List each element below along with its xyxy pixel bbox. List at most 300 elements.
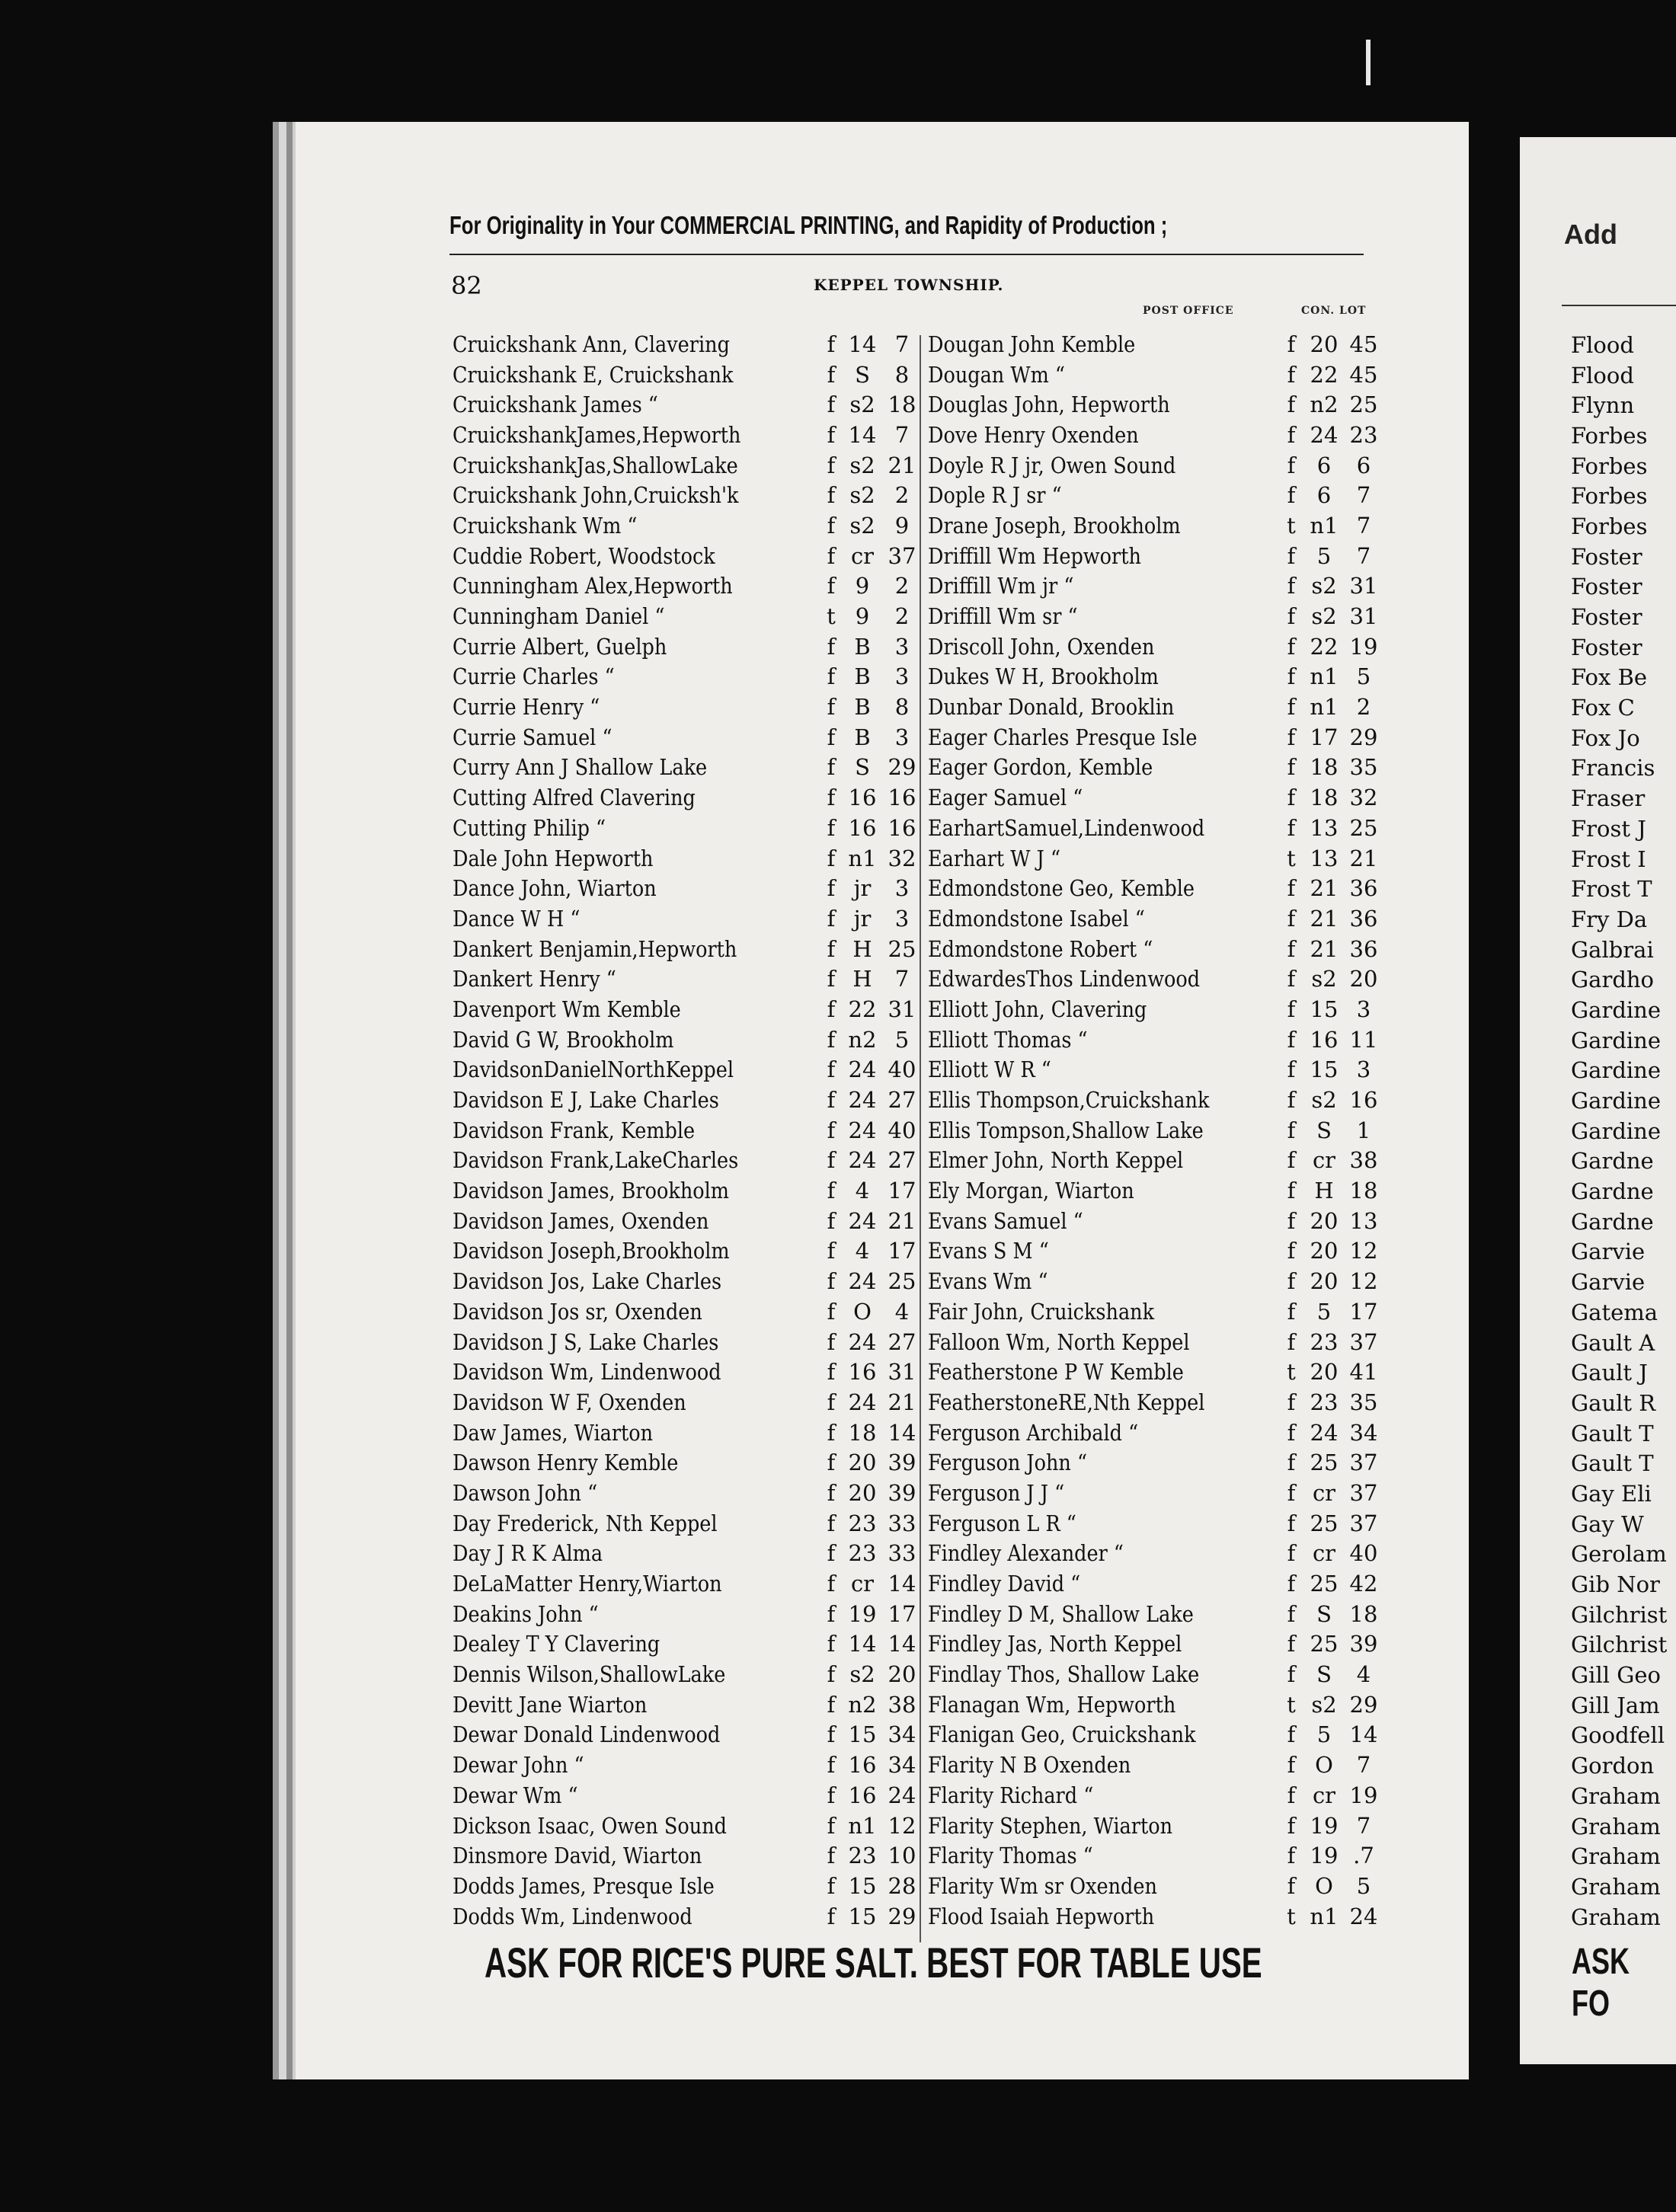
entry-name: Dukes W H, Brookholm xyxy=(928,663,1159,690)
entry-lot: 28 xyxy=(888,1872,916,1899)
entry-concession: 24 xyxy=(848,1207,877,1234)
entry-concession: 23 xyxy=(1310,1328,1339,1355)
entry-class: f xyxy=(827,1752,836,1779)
entry-class: f xyxy=(827,512,836,539)
opposite-entry-fragment: Frost I xyxy=(1571,845,1646,872)
entry-name: Dankert Benjamin,Hepworth xyxy=(453,935,737,962)
entry-class: f xyxy=(827,1691,836,1718)
entry-concession: 24 xyxy=(1310,421,1339,448)
entry-concession: 24 xyxy=(848,1147,877,1174)
entry-concession: 22 xyxy=(848,996,877,1022)
entry-class: f xyxy=(1287,1510,1296,1536)
entry-class: f xyxy=(827,1056,836,1083)
opposite-entry-fragment: Gault R xyxy=(1571,1389,1656,1416)
entry-lot: 4 xyxy=(1356,1661,1371,1688)
entry-name: Dewar Donald Lindenwood xyxy=(453,1721,721,1748)
entry-lot: 17 xyxy=(888,1600,916,1627)
entry-lot: 40 xyxy=(888,1056,916,1083)
entry-name: Devitt Jane Wiarton xyxy=(453,1691,648,1718)
opposite-entry-fragment: Foster xyxy=(1571,574,1642,600)
entry-lot: 8 xyxy=(894,694,910,721)
entry-concession: s2 xyxy=(849,1661,875,1688)
entry-class: f xyxy=(827,1328,836,1355)
entry-concession: s2 xyxy=(849,482,875,509)
directory-entry xyxy=(928,722,1393,753)
entry-class: f xyxy=(827,1147,836,1174)
directory-entry xyxy=(928,964,1393,994)
opposite-entry-fragment: Gardne xyxy=(1571,1148,1654,1175)
entry-concession: 15 xyxy=(848,1872,877,1899)
entry-concession: s2 xyxy=(849,452,875,478)
entry-lot: 4 xyxy=(894,1298,910,1325)
entry-name: Flanigan Geo, Cruickshank xyxy=(928,1721,1196,1748)
entry-name: Davenport Wm Kemble xyxy=(453,996,681,1022)
entry-concession: s2 xyxy=(1311,603,1337,630)
entry-lot: 21 xyxy=(888,1389,916,1415)
entry-class: f xyxy=(827,724,836,750)
entry-class: f xyxy=(827,1298,836,1325)
directory-entry xyxy=(928,1206,1393,1236)
entry-concession: cr xyxy=(850,1571,875,1597)
entry-concession: 25 xyxy=(1310,1631,1339,1657)
entry-name: Elmer John, North Keppel xyxy=(928,1147,1184,1174)
entry-concession: s2 xyxy=(1311,1691,1337,1718)
entry-concession: 25 xyxy=(1310,1510,1339,1536)
entry-concession: cr xyxy=(850,542,875,569)
entry-name: Doyle R J jr, Owen Sound xyxy=(928,452,1176,478)
entry-lot: 24 xyxy=(1349,1903,1378,1929)
entry-class: f xyxy=(1287,905,1296,932)
entry-class: t xyxy=(1287,512,1296,539)
entry-class: f xyxy=(827,1721,836,1748)
entry-name: Edmondstone Geo, Kemble xyxy=(928,875,1195,902)
entry-lot: 36 xyxy=(1349,935,1378,962)
entry-concession: n2 xyxy=(848,1691,877,1718)
entry-name: Dodds Wm, Lindenwood xyxy=(453,1903,692,1929)
entry-lot: 40 xyxy=(888,1117,916,1143)
entry-concession: 21 xyxy=(1310,935,1339,962)
entry-lot: 17 xyxy=(1349,1298,1378,1325)
entry-class: f xyxy=(1287,1872,1296,1899)
entry-concession: 13 xyxy=(1310,814,1339,841)
entry-name: Day J R K Alma xyxy=(453,1540,603,1567)
entry-concession: O xyxy=(1315,1752,1333,1779)
directory-entry xyxy=(453,360,919,390)
entry-lot: 9 xyxy=(894,512,910,539)
entry-concession: cr xyxy=(1312,1147,1336,1174)
entry-class: f xyxy=(1287,1117,1296,1143)
entry-class: f xyxy=(1287,482,1296,509)
entry-lot: 27 xyxy=(888,1147,916,1174)
entry-concession: 16 xyxy=(848,814,877,841)
entry-lot: 12 xyxy=(1349,1238,1378,1264)
entry-lot: 5 xyxy=(1356,1872,1371,1899)
entry-class: f xyxy=(827,663,836,690)
entry-class: f xyxy=(1287,1450,1296,1476)
directory-entry xyxy=(453,1024,919,1055)
entry-lot: 14 xyxy=(888,1631,916,1657)
opposite-entry-fragment: Graham xyxy=(1571,1843,1661,1870)
entry-class: f xyxy=(827,754,836,781)
entry-class: f xyxy=(827,1903,836,1929)
entry-class: f xyxy=(1287,1661,1296,1688)
entry-lot: 14 xyxy=(888,1419,916,1446)
entry-class: f xyxy=(827,573,836,599)
entry-concession: n1 xyxy=(1310,1903,1339,1929)
entry-name: Dawson Henry Kemble xyxy=(453,1450,679,1476)
entry-name: Dewar Wm “ xyxy=(453,1782,578,1808)
entry-name: Flarity Thomas “ xyxy=(928,1843,1093,1869)
entry-name: Ferguson Archibald “ xyxy=(928,1419,1139,1446)
entry-concession: n1 xyxy=(1310,512,1339,539)
directory-entry xyxy=(453,1296,919,1327)
entry-concession: 16 xyxy=(848,1752,877,1779)
entry-lot: 7 xyxy=(1356,512,1371,539)
opposite-entry-fragment: Frost T xyxy=(1571,876,1652,903)
directory-entry xyxy=(928,782,1393,813)
entry-lot: 45 xyxy=(1349,361,1378,388)
entry-name: Dewar John “ xyxy=(453,1752,584,1779)
entry-class: f xyxy=(827,1540,836,1567)
entry-concession: B xyxy=(854,633,871,660)
entry-name: Davidson W F, Oxenden xyxy=(453,1389,686,1415)
entry-class: t xyxy=(1287,1359,1296,1386)
column-head-post-office: POST OFFICE xyxy=(1143,305,1234,317)
directory-entry xyxy=(928,1840,1393,1871)
directory-entry xyxy=(453,1539,919,1569)
entry-name: Davidson J S, Lake Charles xyxy=(453,1328,719,1355)
opposite-entry-fragment: Gardine xyxy=(1571,1057,1661,1084)
opposite-entry-fragment: Fox Be xyxy=(1571,664,1648,691)
entry-class: f xyxy=(1287,331,1296,357)
entry-concession: 19 xyxy=(1310,1843,1339,1869)
opposite-page-rule xyxy=(1562,305,1676,306)
entry-class: f xyxy=(827,1359,836,1386)
entry-name: EdwardesThos Lindenwood xyxy=(928,966,1201,993)
directory-entry xyxy=(928,1780,1393,1811)
entry-class: f xyxy=(827,542,836,569)
entry-class: f xyxy=(1287,996,1296,1022)
entry-class: f xyxy=(827,1812,836,1839)
directory-entry xyxy=(453,1115,919,1146)
entry-name: Curry Ann J Shallow Lake xyxy=(453,754,708,781)
entry-class: f xyxy=(1287,1178,1296,1204)
entry-name: Davidson James, Oxenden xyxy=(453,1207,709,1234)
directory-entry xyxy=(928,329,1393,360)
directory-entry xyxy=(453,1508,919,1539)
entry-concession: s2 xyxy=(849,392,875,418)
entry-lot: 7 xyxy=(1356,482,1371,509)
entry-name: Driffill Wm jr “ xyxy=(928,573,1074,599)
entry-class: f xyxy=(1287,966,1296,993)
directory-entry xyxy=(453,420,919,450)
entry-name: EarhartSamuel,Lindenwood xyxy=(928,814,1205,841)
directory-entry xyxy=(453,1146,919,1176)
entry-lot: 41 xyxy=(1349,1359,1378,1386)
opposite-entry-fragment: Galbrai xyxy=(1571,936,1654,963)
entry-class: f xyxy=(1287,875,1296,902)
entry-concession: 20 xyxy=(1310,1268,1339,1295)
entry-class: f xyxy=(1287,1721,1296,1748)
opposite-page-footer-fragment: ASK FO xyxy=(1572,1942,1630,2024)
entry-concession: 20 xyxy=(1310,1238,1339,1264)
entry-lot: 3 xyxy=(894,633,910,660)
entry-name: Driffill Wm sr “ xyxy=(928,603,1078,630)
entry-lot: 17 xyxy=(888,1238,916,1264)
entry-class: f xyxy=(1287,935,1296,962)
entry-name: Flarity Richard “ xyxy=(928,1782,1094,1808)
entry-concession: 13 xyxy=(1310,845,1339,871)
entry-class: f xyxy=(827,1117,836,1143)
entry-lot: 34 xyxy=(888,1721,916,1748)
entry-concession: 4 xyxy=(855,1238,870,1264)
entry-name: Ferguson J J “ xyxy=(928,1479,1065,1506)
entry-name: Davidson Frank, Kemble xyxy=(453,1117,696,1143)
entry-lot: 37 xyxy=(1349,1510,1378,1536)
directory-entry xyxy=(453,813,919,843)
entry-lot: 14 xyxy=(888,1571,916,1597)
entry-concession: 9 xyxy=(855,573,870,599)
opposite-entry-fragment: Fox Jo xyxy=(1571,724,1640,751)
entry-class: f xyxy=(827,935,836,962)
entry-name: Ellis Thompson,Cruickshank xyxy=(928,1087,1210,1114)
entry-concession: jr xyxy=(853,905,872,932)
directory-entry xyxy=(453,450,919,481)
entry-class: f xyxy=(1287,1812,1296,1839)
entry-name: CruickshankJas,ShallowLake xyxy=(453,452,738,478)
header-rule xyxy=(449,254,1364,255)
directory-entry xyxy=(928,753,1393,783)
entry-name: Elliott John, Clavering xyxy=(928,996,1147,1022)
directory-entry xyxy=(453,782,919,813)
entry-class: f xyxy=(1287,1328,1296,1355)
entry-concession: 15 xyxy=(848,1903,877,1929)
entry-class: f xyxy=(827,1419,836,1446)
opposite-entry-fragment: Gordon xyxy=(1571,1753,1655,1779)
opposite-entry-fragment: Gilchrist xyxy=(1571,1601,1668,1628)
entry-lot: 21 xyxy=(888,452,916,478)
directory-entry xyxy=(928,450,1393,481)
entry-concession: 15 xyxy=(848,1721,877,1748)
entry-name: Dance John, Wiarton xyxy=(453,875,657,902)
directory-entry xyxy=(453,722,919,753)
entry-lot: 7 xyxy=(894,421,910,448)
entry-class: f xyxy=(827,845,836,871)
entry-concession: 16 xyxy=(848,1782,877,1808)
entry-concession: 24 xyxy=(848,1087,877,1114)
directory-entry xyxy=(453,1568,919,1599)
entry-lot: 29 xyxy=(888,754,916,781)
entry-class: f xyxy=(1287,1419,1296,1446)
entry-name: Davidson Jos sr, Oxenden xyxy=(453,1298,702,1325)
opposite-entry-fragment: Forbes xyxy=(1571,452,1648,479)
directory-entry xyxy=(453,903,919,934)
entry-concession: cr xyxy=(1312,1782,1336,1808)
entry-name: Davidson E J, Lake Charles xyxy=(453,1087,719,1114)
entry-name: Flarity Stephen, Wiarton xyxy=(928,1812,1173,1839)
entry-lot: 38 xyxy=(888,1691,916,1718)
entry-concession: 20 xyxy=(1310,1359,1339,1386)
entry-name: David G W, Brookholm xyxy=(453,1026,674,1053)
entry-lot: 10 xyxy=(888,1843,916,1869)
directory-entry xyxy=(453,510,919,541)
directory-entry xyxy=(928,1568,1393,1599)
opposite-entry-fragment: Gardine xyxy=(1571,1088,1661,1114)
entry-class: f xyxy=(1287,754,1296,781)
entry-name: Day Frederick, Nth Keppel xyxy=(453,1510,718,1536)
entry-name: Dunbar Donald, Brooklin xyxy=(928,694,1175,721)
entry-class: t xyxy=(827,603,836,630)
entry-name: Flanagan Wm, Hepworth xyxy=(928,1691,1176,1718)
entry-class: f xyxy=(827,1389,836,1415)
directory-entry xyxy=(928,873,1393,903)
directory-entry xyxy=(453,1055,919,1085)
entry-class: f xyxy=(1287,1268,1296,1295)
top-advert-banner: For Originality in Your COMMERCIAL PRINTING, and Rapidity of Production ; xyxy=(449,211,1168,239)
entry-lot: 37 xyxy=(1349,1328,1378,1355)
entry-lot: 2 xyxy=(894,482,910,509)
entry-lot: 8 xyxy=(894,361,910,388)
opposite-entry-fragment: Graham xyxy=(1571,1873,1661,1900)
entry-class: f xyxy=(827,452,836,478)
entry-class: f xyxy=(827,875,836,902)
opposite-entry-fragment: Graham xyxy=(1571,1904,1661,1930)
entry-lot: 16 xyxy=(888,785,916,811)
directory-entry xyxy=(928,389,1393,420)
entry-lot: 12 xyxy=(888,1812,916,1839)
entry-concession: n1 xyxy=(1310,694,1339,721)
entry-lot: 5 xyxy=(894,1026,910,1053)
entry-lot: 6 xyxy=(1356,452,1371,478)
directory-entry xyxy=(928,1115,1393,1146)
entry-concession: 23 xyxy=(848,1843,877,1869)
entry-name: Falloon Wm, North Keppel xyxy=(928,1328,1190,1355)
entry-class: f xyxy=(1287,1479,1296,1506)
entry-name: Cutting Alfred Clavering xyxy=(453,785,696,811)
entry-class: f xyxy=(1287,573,1296,599)
entry-class: f xyxy=(827,966,836,993)
entry-concession: 19 xyxy=(848,1600,877,1627)
entry-lot: 19 xyxy=(1349,1782,1378,1808)
entry-name: Cruickshank Ann, Clavering xyxy=(453,331,730,357)
entry-lot: 2 xyxy=(894,603,910,630)
entry-concession: 5 xyxy=(1316,542,1332,569)
entry-concession: 25 xyxy=(1310,1571,1339,1597)
entry-class: f xyxy=(827,1026,836,1053)
directory-entry xyxy=(453,571,919,602)
entry-class: f xyxy=(827,482,836,509)
entry-name: CruickshankJames,Hepworth xyxy=(453,421,741,448)
entry-class: f xyxy=(827,905,836,932)
opposite-entry-fragment: Gay Eli xyxy=(1571,1480,1652,1507)
entry-concession: 16 xyxy=(1310,1026,1339,1053)
entry-lot: 16 xyxy=(1349,1087,1378,1114)
entry-lot: 7 xyxy=(894,966,910,993)
entry-class: f xyxy=(827,1479,836,1506)
directory-entry xyxy=(928,843,1393,874)
entry-concession: cr xyxy=(1312,1540,1336,1567)
entry-lot: 24 xyxy=(888,1782,916,1808)
directory-entry xyxy=(453,1689,919,1720)
entry-lot: 25 xyxy=(1349,814,1378,841)
entry-name: Driscoll John, Oxenden xyxy=(928,633,1155,660)
column-head-con-lot: CON. LOT xyxy=(1301,305,1367,317)
entry-lot: 18 xyxy=(888,392,916,418)
entry-lot: 45 xyxy=(1349,331,1378,357)
entry-concession: s2 xyxy=(1311,966,1337,993)
entry-concession: 14 xyxy=(848,331,877,357)
entry-lot: 34 xyxy=(1349,1419,1378,1446)
entry-class: f xyxy=(1287,1782,1296,1808)
entry-name: Findley Jas, North Keppel xyxy=(928,1631,1182,1657)
entry-name: Ferguson John “ xyxy=(928,1450,1088,1476)
opposite-entry-fragment: Graham xyxy=(1571,1782,1661,1809)
opposite-entry-fragment: Gardine xyxy=(1571,996,1661,1023)
entry-concession: 18 xyxy=(848,1419,877,1446)
entry-class: f xyxy=(1287,1631,1296,1657)
entry-class: f xyxy=(827,996,836,1022)
entry-lot: 32 xyxy=(1349,785,1378,811)
directory-entry xyxy=(928,1871,1393,1901)
opposite-entry-fragment: Gault J xyxy=(1571,1360,1648,1386)
entry-class: t xyxy=(1287,845,1296,871)
entry-concession: 5 xyxy=(1316,1721,1332,1748)
directory-entry xyxy=(928,1146,1393,1176)
entry-lot: 25 xyxy=(1349,392,1378,418)
entry-class: f xyxy=(1287,392,1296,418)
directory-entry xyxy=(453,601,919,631)
entry-lot: 37 xyxy=(1349,1450,1378,1476)
directory-entry xyxy=(928,360,1393,390)
directory-entry xyxy=(453,1659,919,1689)
entry-name: Dennis Wilson,ShallowLake xyxy=(453,1661,726,1688)
directory-entry xyxy=(928,1175,1393,1206)
entry-name: Davidson Wm, Lindenwood xyxy=(453,1359,721,1386)
entry-concession: n1 xyxy=(1310,663,1339,690)
opposite-entry-fragment: Foster xyxy=(1571,604,1642,631)
directory-entry xyxy=(928,1659,1393,1689)
entry-lot: 3 xyxy=(894,663,910,690)
page-number: 82 xyxy=(451,271,482,300)
directory-entry xyxy=(453,1447,919,1478)
entry-class: f xyxy=(1287,633,1296,660)
opposite-entry-fragment: Gardne xyxy=(1571,1178,1654,1205)
opposite-entry-fragment: Gill Geo xyxy=(1571,1662,1661,1689)
directory-entry xyxy=(928,510,1393,541)
entry-concession: 24 xyxy=(1310,1419,1339,1446)
entry-class: f xyxy=(1287,1389,1296,1415)
opposite-entry-fragment: Gill Jam xyxy=(1571,1692,1660,1718)
opposite-entry-fragment: Gault A xyxy=(1571,1329,1655,1356)
entry-lot: 35 xyxy=(1349,754,1378,781)
entry-lot: 20 xyxy=(1349,966,1378,993)
directory-entry xyxy=(928,1750,1393,1780)
entry-name: Currie Samuel “ xyxy=(453,724,613,750)
entry-name: Currie Albert, Guelph xyxy=(453,633,667,660)
entry-class: f xyxy=(1287,1207,1296,1234)
entry-class: t xyxy=(1287,1903,1296,1929)
directory-entry xyxy=(928,1055,1393,1085)
directory-entry xyxy=(928,601,1393,631)
directory-entry xyxy=(453,541,919,571)
running-title: KEPPEL TOWNSHIP. xyxy=(814,276,1004,294)
directory-entry xyxy=(453,662,919,692)
entry-lot: 31 xyxy=(888,1359,916,1386)
entry-class: f xyxy=(827,421,836,448)
entry-lot: 18 xyxy=(1349,1600,1378,1627)
column-divider xyxy=(920,335,921,1942)
entry-lot: 25 xyxy=(888,935,916,962)
